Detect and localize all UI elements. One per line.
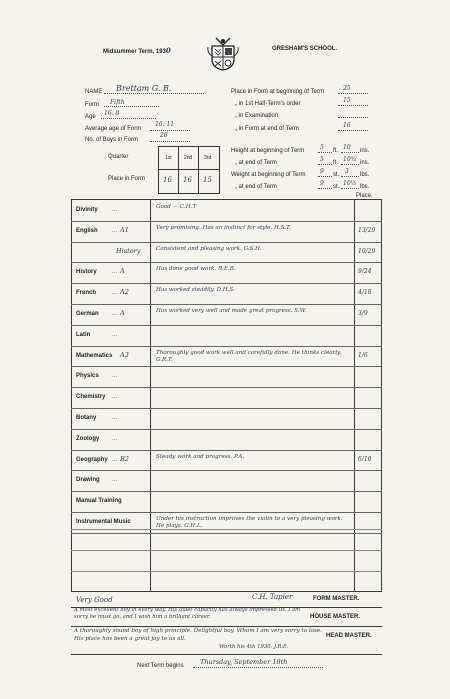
avg-age-value: 16. 11 [155,121,175,128]
subject-set: A [120,309,125,317]
quarter-value: 16 [163,176,172,184]
subject-row-rule [71,262,382,263]
next-term-dots [193,666,323,668]
head-master-remark: A thoroughly sound boy of high principle. Delightful boy. Whom I am very sorry to lose. His place has been a great joy to us all. [74,628,322,642]
quarter-header: 3rd [204,155,212,161]
place-column-label: Place. [356,193,373,199]
st-label: st. [333,184,340,190]
subject-row-rule [71,429,382,430]
subject-set: A3 [120,350,129,359]
subject-set: A [120,267,125,276]
quarter-value: 16 [183,176,192,184]
subject-row-rule [71,512,382,513]
lb-label: lbs. [360,172,370,178]
age-dots [101,117,156,119]
exam-label: „ in Examination [235,113,279,119]
subject-leader-dots: ... [112,415,118,421]
head-master-rule [71,654,382,655]
subject-remark: Thoroughly good work well and carefully done. He thinks clearly. G.R.T. [156,349,342,363]
subject-leader-dots: ... [112,311,118,317]
height-end-ft: 5 [320,156,324,163]
weight-end-st: 9 [320,180,324,187]
subject-leader-dots: ... [112,456,118,463]
quarter-box [158,146,220,194]
subject-row-rule [71,304,382,305]
subject-name: Divinity [76,207,98,213]
weight-end-lb-dots [341,187,359,189]
half-term-label: „ in 1st Half-Term's order [235,101,301,107]
height-begin-ft: 5 [320,144,324,151]
term-label [103,46,171,55]
end-dots [338,129,368,131]
avg-age-dots [150,129,190,131]
subject-remark: Good — C.H.T [156,204,197,210]
subject-set: History [116,246,141,255]
blank-row-rule [71,529,382,530]
form-master-signature: C.H. Tapler [252,593,293,601]
weight-begin-label: Weight at beginning of Term [231,172,306,178]
subject-remark: Has worked very well and made great progress. S.W. [156,308,307,314]
subject-remark: Under his instruction improves the violin to a very pleasing work. He plays. G.H.L. [156,516,343,529]
form-master-remark: Very Good [76,596,113,604]
exam-dots [338,116,368,118]
subject-name: French [76,290,97,297]
subject-row-rule [71,346,382,347]
quarter-row-divider [159,169,219,170]
subject-name: Manual Training [76,498,122,505]
subject-remark: Has worked steadily. D.H.S. [156,287,235,294]
place-begin-dots [338,92,368,94]
half-term-dots [338,104,368,106]
blank-row-rule [71,571,382,572]
ft-label: ft. [333,160,339,166]
subject-leader-dots: ... [112,331,118,338]
head-master-label: HEAD MASTER. [326,633,372,639]
ft-label: ft. [333,148,339,154]
subject-name: Mathematics [76,352,113,359]
boys-dots [150,140,190,142]
subject-leader-dots: ... [112,290,118,297]
term-text: Midsummer Term, 193 [103,49,166,55]
subject-name: English [76,227,98,234]
subject-leader-dots: ... [112,373,118,380]
subject-name: Instrumental Music [76,519,131,525]
subject-row-rule [71,221,382,222]
subject-remark: Has done good work. R.E.B. [156,266,236,273]
boys-value: 28 [160,132,168,139]
subject-name: German [76,311,99,317]
subject-row-rule [71,491,382,492]
lb-label: lbs. [360,184,370,190]
quarter-divider [178,147,179,193]
blank-row-rule [71,550,382,551]
subject-row-rule [71,470,382,471]
subject-row-rule [71,450,382,451]
height-begin-label: Height at beginning of Term [231,148,305,154]
weight-begin-lb: 3 [345,168,349,175]
height-end-in-dots [341,163,359,165]
subject-remark: Consistent and pleasing work. G.S.H. [156,245,262,252]
quarter-value: 15 [203,176,212,184]
school-crest-icon [207,37,239,71]
subject-name: Latin [76,331,91,338]
subject-place: 10/29 [358,247,376,255]
form-master-label: FORM MASTER. [313,596,360,602]
school-name: GRESHAM'S SCHOOL. [272,46,338,52]
name-label: NAME [85,89,103,95]
weight-end-label: „ at end of Term [235,184,277,190]
weight-begin-st: 9 [320,168,324,175]
subject-remark: Very promising. Has an instinct for style. H.S.T. [156,224,291,231]
boys-label: No. of Boys in Form [85,137,139,143]
subject-leader-dots: ... [112,477,118,484]
house-master-label: HOUSE MASTER. [310,614,361,620]
quarter-header: 1st [165,155,172,161]
house-master-remark: A most excellent boy in every way. His quiet capacity has always impressed us. I am sorry he must go, and I wish him a brilliant career. [74,607,301,620]
subject-place: 1/6 [358,351,368,359]
quarter-divider [198,147,199,193]
st-label: st. [333,172,340,178]
quarter-label: Quarter [108,154,129,160]
end-label: „ in Form at end of Term [235,126,299,132]
subject-place: 13/29 [358,226,376,234]
in-label: ins. [360,148,370,154]
subject-name: History [76,269,97,276]
weight-begin-lb-dots [341,175,359,177]
subject-name: Drawing [76,477,100,484]
subject-row-rule [71,366,382,367]
subject-set: A2 [120,288,129,297]
quarter-header: 2nd [184,155,193,161]
subject-name: Geography [76,456,108,463]
subject-row-rule [71,408,382,409]
subject-name: Physics [76,373,99,380]
subject-remark: Steady work and progress. P.A. [156,453,245,460]
end-value: 16 [343,122,351,129]
table-bottom-rule [71,591,382,592]
avg-age-label: Average age of Form [85,126,142,132]
subject-place: 4/18 [358,289,372,297]
weight-begin-st-dots [318,175,332,177]
in-label: ins. [360,160,370,166]
age-label: Age [85,114,96,120]
place-begin-label: Place in Form at beginning of Term [231,89,324,95]
subject-row-rule [71,325,382,326]
height-end-in: 10¾ [343,156,357,163]
next-term-value: Thursday, September 18th [200,658,288,666]
half-term-value: 15 [343,97,351,104]
subject-leader-dots: ... [112,435,118,442]
subject-place: 6/10 [358,455,372,463]
table-top-rule [71,199,382,200]
form-label: Form [85,102,99,108]
subject-place: 9/24 [358,268,372,276]
subject-set: B2 [120,454,129,463]
place-in-form-label: Place in Form [108,176,146,182]
subject-set: A1 [120,225,129,234]
form-value: Fifth [110,99,125,106]
weight-end-lb: 10½ [343,180,357,187]
subject-leader-dots: ... [112,227,118,234]
subject-place: 3/9 [358,310,368,317]
subject-leader-dots: ... [112,207,118,213]
head-master-signature: Worth his 4th 1930. J.R.E. [219,644,289,650]
height-begin-in: 10 [343,144,351,151]
next-term-label: Next Term begins [137,663,184,669]
height-begin-ft-dots [318,151,332,153]
subject-name: Botany [76,415,97,421]
subject-name: Zoology [76,435,100,442]
place-begin-value: 25 [343,85,351,92]
subject-name: Chemistry [76,394,106,401]
subject-row-rule [71,533,382,534]
weight-end-st-dots [318,187,332,189]
height-begin-in-dots [341,151,359,153]
subject-row-rule [71,242,382,243]
height-end-label: „ at end of Term [235,160,277,166]
subject-leader-dots: ... [112,394,118,401]
term-year: 0 [165,46,171,55]
age-value: 16. 8 [104,110,120,117]
subject-row-rule [71,283,382,284]
subject-row-rule [71,387,382,388]
height-end-ft-dots [318,163,332,165]
subject-leader-dots: ... [112,269,118,276]
name-value: Brettam G. B. [116,84,172,93]
